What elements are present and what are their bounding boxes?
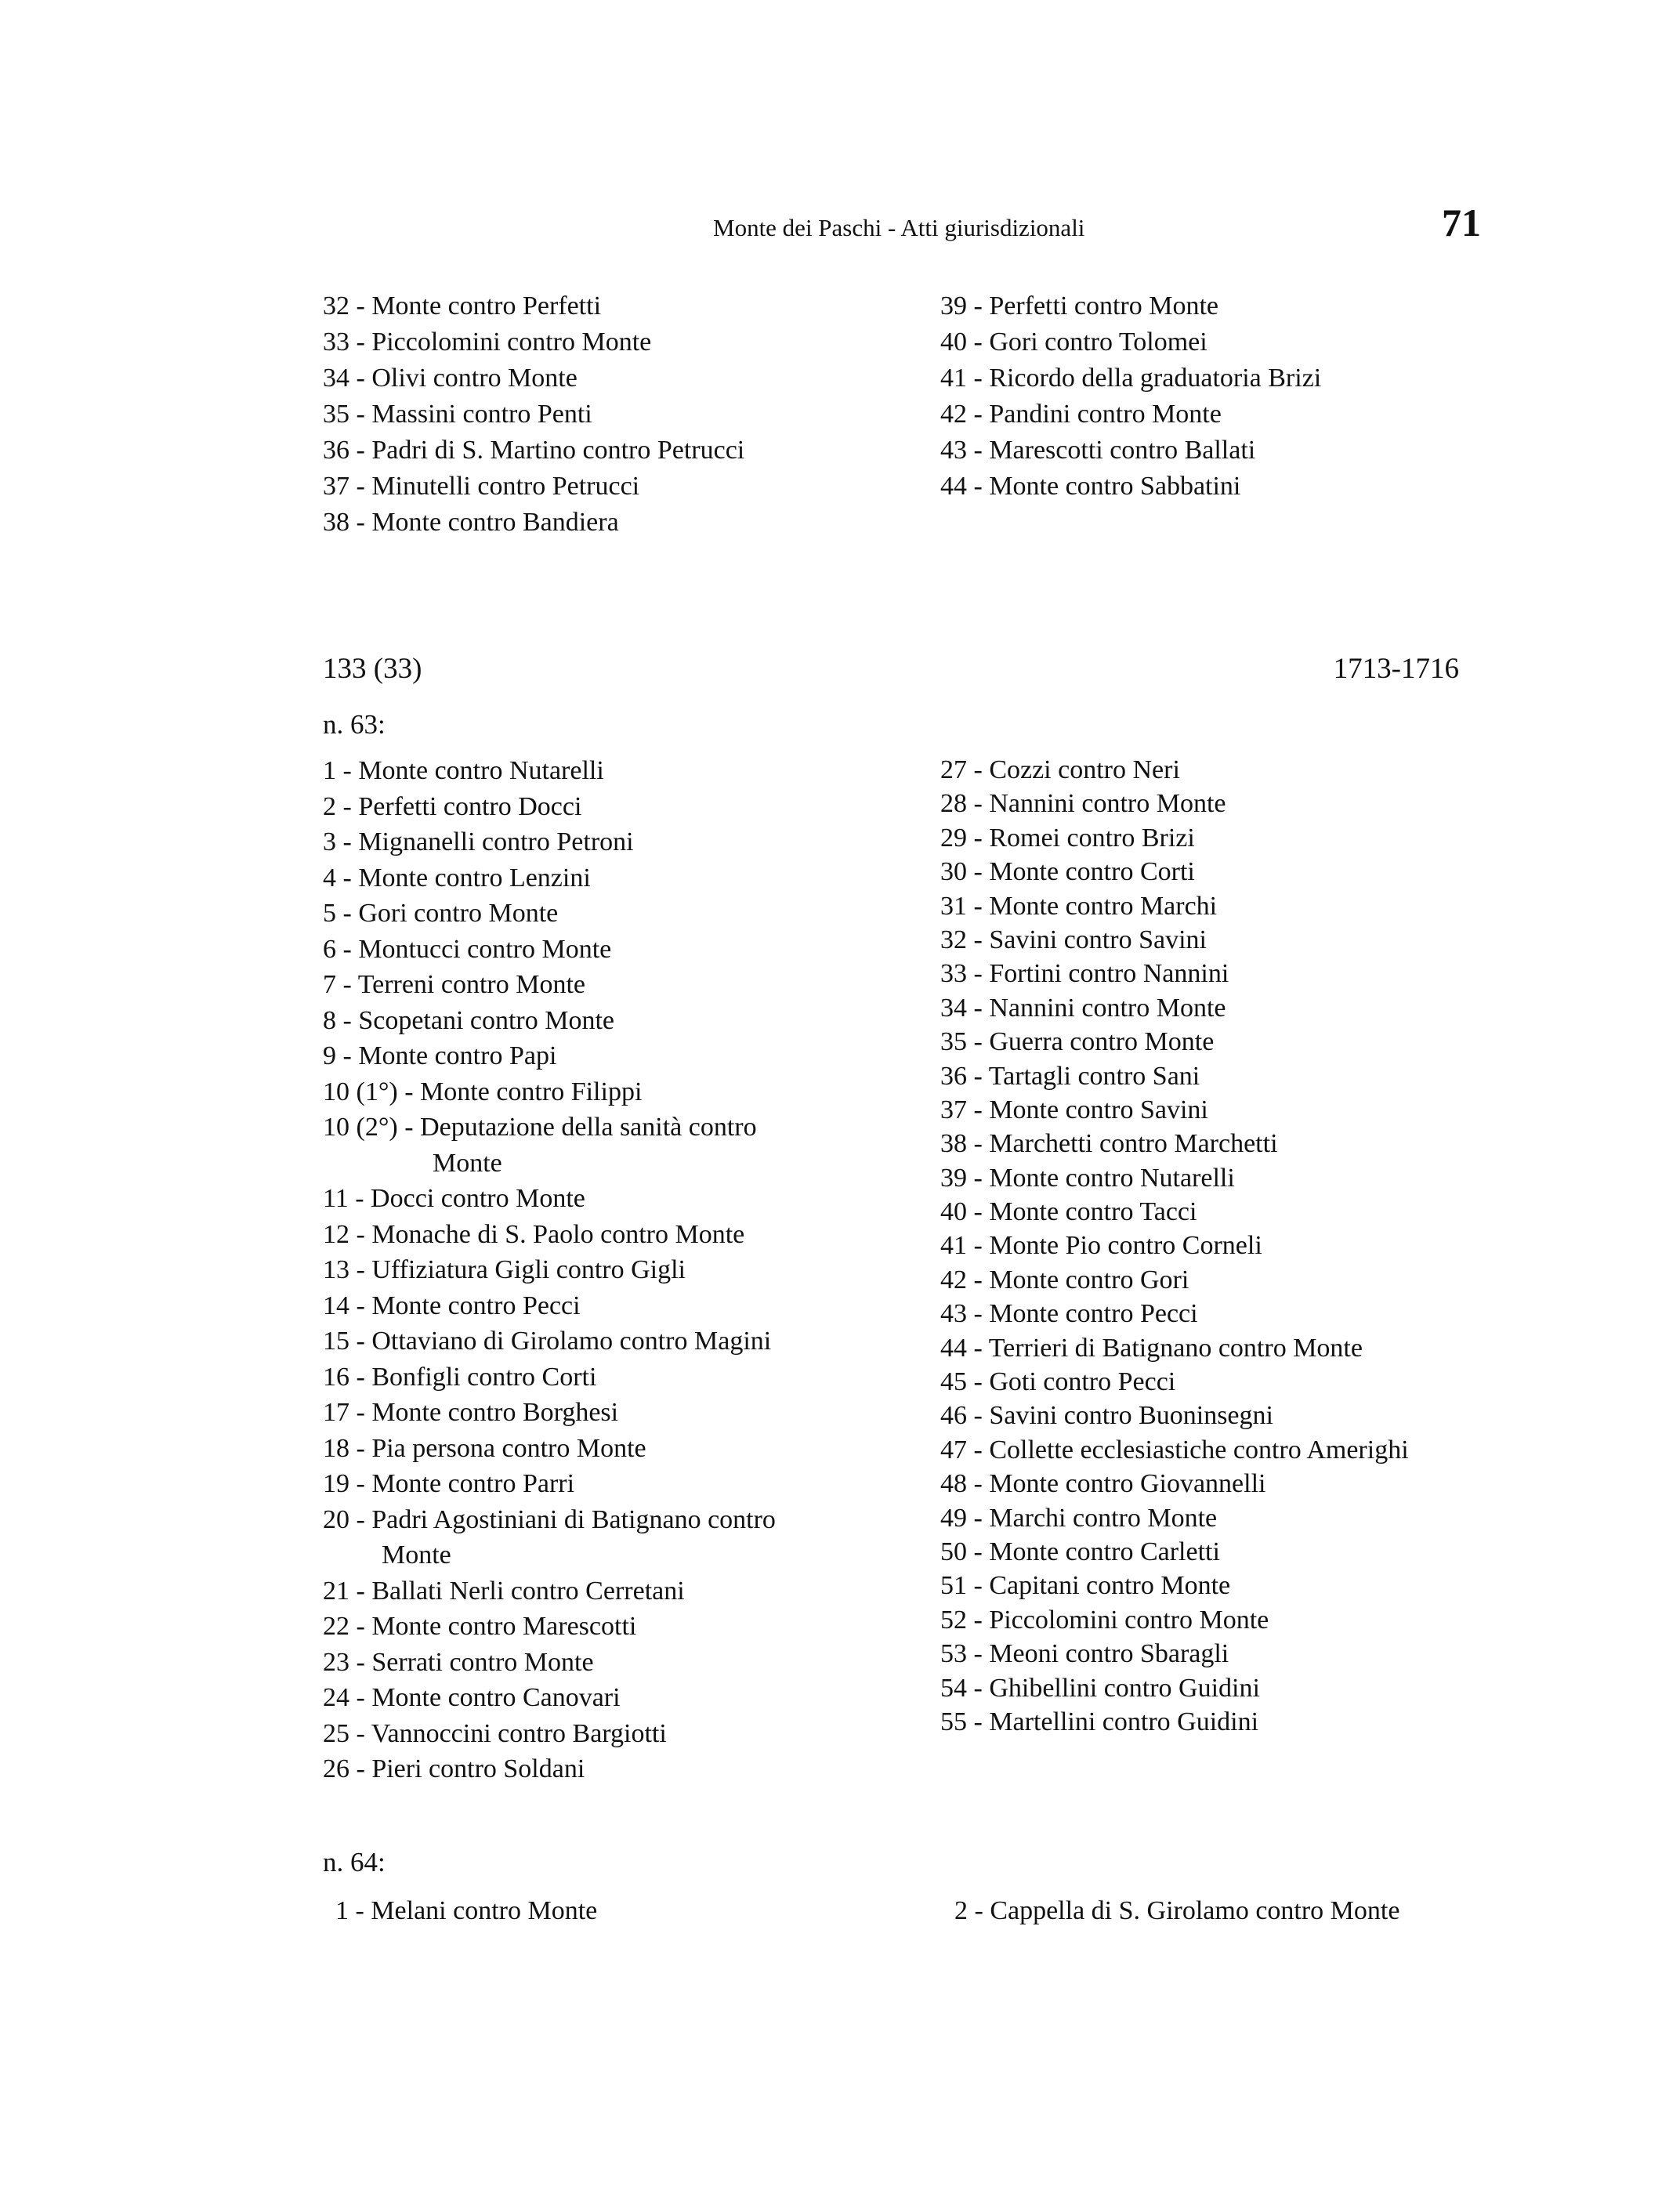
list-item: 9 - Monte contro Papi bbox=[323, 1041, 557, 1070]
list-item: 33 - Fortini contro Nannini bbox=[940, 959, 1229, 989]
list-item: 51 - Capitani contro Monte bbox=[940, 1571, 1231, 1601]
list-item: 50 - Monte contro Carletti bbox=[940, 1537, 1220, 1566]
list-item: 30 - Monte contro Corti bbox=[940, 857, 1195, 887]
list-item: 29 - Romei contro Brizi bbox=[940, 823, 1195, 853]
list-item: 3 - Mignanelli contro Petroni bbox=[323, 827, 634, 856]
unit-dates: 1713-1716 bbox=[1333, 653, 1459, 685]
unit-number: 133 (33) bbox=[323, 653, 422, 685]
section-64-list-left bbox=[335, 1893, 597, 1929]
list-item: 35 - Massini contro Penti bbox=[323, 400, 592, 429]
list-item: 41 - Ricordo della graduatoria Brizi bbox=[940, 364, 1322, 393]
section-label: n. 64: bbox=[323, 1847, 386, 1877]
list-item: 54 - Ghibellini contro Guidini bbox=[940, 1673, 1260, 1703]
list-item: 35 - Guerra contro Monte bbox=[940, 1027, 1215, 1057]
list-item: 36 - Tartagli contro Sani bbox=[940, 1061, 1200, 1091]
list-item: 43 - Monte contro Pecci bbox=[940, 1299, 1198, 1329]
continued-list-left bbox=[323, 288, 744, 541]
list-item: 53 - Meoni contro Sbaragli bbox=[940, 1639, 1229, 1669]
page-header bbox=[321, 200, 1481, 262]
list-item: 22 - Monte contro Marescotti bbox=[323, 1612, 637, 1641]
list-item: 28 - Nannini contro Monte bbox=[940, 789, 1226, 819]
list-item: 31 - Monte contro Marchi bbox=[940, 891, 1218, 921]
section-63-list-left bbox=[323, 753, 776, 1787]
list-item: 14 - Monte contro Pecci bbox=[323, 1291, 581, 1320]
list-item: 41 - Monte Pio contro Corneli bbox=[940, 1231, 1262, 1261]
list-item: 1 - Melani contro Monte bbox=[335, 1896, 598, 1925]
list-item: 52 - Piccolomini contro Monte bbox=[940, 1605, 1269, 1635]
list-item: 26 - Pieri contro Soldani bbox=[323, 1754, 585, 1783]
list-item: 40 - Gori contro Tolomei bbox=[940, 328, 1208, 357]
list-item: 20 - Padri Agostiniani di Batignano contro bbox=[323, 1504, 776, 1534]
list-item: 4 - Monte contro Lenzini bbox=[323, 863, 591, 892]
list-item: 8 - Scopetani contro Monte bbox=[323, 1005, 615, 1035]
list-item: 34 - Nannini contro Monte bbox=[940, 993, 1226, 1023]
list-item: 48 - Monte contro Giovannelli bbox=[940, 1469, 1266, 1499]
list-item: 15 - Ottaviano di Girolamo contro Magini bbox=[323, 1327, 772, 1356]
list-item: 19 - Monte contro Parri bbox=[323, 1469, 575, 1498]
list-item: 18 - Pia persona contro Monte bbox=[323, 1433, 646, 1463]
list-item: 42 - Pandini contro Monte bbox=[940, 400, 1222, 429]
list-item: 34 - Olivi contro Monte bbox=[323, 364, 578, 393]
list-item: 37 - Minutelli contro Petrucci bbox=[323, 472, 640, 501]
list-item: 21 - Ballati Nerli contro Cerretani bbox=[323, 1576, 685, 1606]
list-item: 40 - Monte contro Tacci bbox=[940, 1197, 1197, 1227]
list-item: 37 - Monte contro Savini bbox=[940, 1095, 1208, 1124]
list-item: 10 (2°) - Deputazione della sanità contro bbox=[323, 1113, 757, 1142]
list-item: 49 - Marchi contro Monte bbox=[940, 1503, 1218, 1533]
list-item: 24 - Monte contro Canovari bbox=[323, 1683, 621, 1712]
list-item: 32 - Monte contro Perfetti bbox=[323, 291, 602, 320]
list-item: 38 - Marchetti contro Marchetti bbox=[940, 1129, 1278, 1159]
list-item: 46 - Savini contro Buoninsegni bbox=[940, 1401, 1273, 1431]
list-item: 32 - Savini contro Savini bbox=[940, 925, 1207, 954]
list-item: 45 - Goti contro Pecci bbox=[940, 1367, 1176, 1397]
list-item: 44 - Monte contro Sabbatini bbox=[940, 472, 1241, 501]
list-item: 13 - Uffiziatura Gigli contro Gigli bbox=[323, 1255, 686, 1284]
list-item: 25 - Vannoccini contro Bargiotti bbox=[323, 1718, 667, 1748]
list-item: 11 - Docci contro Monte bbox=[323, 1184, 585, 1213]
page-number: 71 bbox=[1442, 201, 1481, 244]
list-item: 43 - Marescotti contro Ballati bbox=[940, 436, 1256, 465]
list-item: 10 (1°) - Monte contro Filippi bbox=[323, 1077, 643, 1106]
list-item: 39 - Perfetti contro Monte bbox=[940, 291, 1219, 320]
list-item: 38 - Monte contro Bandiera bbox=[323, 508, 619, 537]
list-item: 16 - Bonfigli contro Corti bbox=[323, 1362, 597, 1392]
section-label: n. 63: bbox=[323, 709, 386, 740]
list-item: 27 - Cozzi contro Neri bbox=[940, 755, 1180, 784]
list-item: 47 - Collette ecclesiastiche contro Amerighi bbox=[940, 1435, 1409, 1464]
list-item: 55 - Martellini contro Guidini bbox=[940, 1707, 1259, 1736]
running-title: Monte dei Paschi - Atti giurisdizionali bbox=[713, 214, 1085, 241]
list-item: 42 - Monte contro Gori bbox=[940, 1265, 1189, 1294]
list-item: 1 - Monte contro Nutarelli bbox=[323, 756, 604, 785]
list-item: 44 - Terrieri di Batignano contro Monte bbox=[940, 1333, 1363, 1363]
list-item: 17 - Monte contro Borghesi bbox=[323, 1398, 619, 1427]
list-item: 33 - Piccolomini contro Monte bbox=[323, 328, 652, 357]
section-64-list-right bbox=[954, 1893, 1399, 1929]
list-item: 36 - Padri di S. Martino contro Petrucci bbox=[323, 436, 745, 465]
section-63-list-right bbox=[940, 753, 1409, 1739]
list-item: 2 - Perfetti contro Docci bbox=[323, 791, 582, 821]
list-item-continuation: Monte bbox=[382, 1541, 451, 1569]
list-item: 2 - Cappella di S. Girolamo contro Monte bbox=[954, 1896, 1400, 1925]
list-item-continuation: Monte bbox=[433, 1148, 502, 1178]
list-item: 23 - Serrati contro Monte bbox=[323, 1647, 594, 1677]
list-item: 6 - Montucci contro Monte bbox=[323, 934, 612, 964]
list-item: 39 - Monte contro Nutarelli bbox=[940, 1163, 1235, 1193]
list-item: 7 - Terreni contro Monte bbox=[323, 970, 586, 999]
list-item: 5 - Gori contro Monte bbox=[323, 899, 559, 928]
list-item: 12 - Monache di S. Paolo contro Monte bbox=[323, 1219, 745, 1249]
continued-list-right bbox=[940, 288, 1321, 505]
